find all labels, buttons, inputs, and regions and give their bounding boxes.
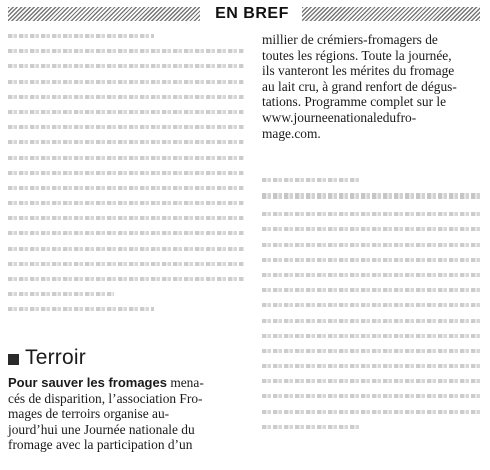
article-line: tations. Programme complet sur le <box>262 94 447 110</box>
article-line: www.journeenationaledufro- <box>262 109 417 125</box>
section-heading <box>8 344 86 372</box>
article-line: cés de disparition, l’association Fro- <box>8 390 203 406</box>
article-line: jourd’hui une Journée nationale du <box>8 421 195 437</box>
article-line: ils vanteront les mérites du fromage <box>262 63 455 79</box>
article-line: toutes les régions. Toute la journée, <box>262 47 452 63</box>
banner-title: EN BREF <box>215 5 289 22</box>
article-line: mage.com. <box>262 125 321 141</box>
article-line: mages de terroirs organise au- <box>8 406 170 422</box>
banner-hatch-left <box>8 7 200 21</box>
faded-bleed-through-right <box>262 178 482 440</box>
article-continuation <box>262 32 488 141</box>
article-line: fromage avec la participation d’un <box>8 437 193 453</box>
article-body <box>8 375 244 453</box>
article-line: au lait cru, à grand renfort de dégus- <box>262 78 457 94</box>
article-lead: Pour sauver les fromages <box>8 375 167 390</box>
article-line: Pour sauver les fromages mena- <box>8 375 204 390</box>
banner-hatch-right <box>302 7 480 21</box>
section-banner <box>0 4 490 26</box>
section-title: Terroir <box>25 346 86 369</box>
square-bullet-icon <box>8 354 19 365</box>
article-line: millier de crémiers-fromagers de <box>262 32 438 47</box>
faded-bleed-through-left <box>8 34 244 311</box>
